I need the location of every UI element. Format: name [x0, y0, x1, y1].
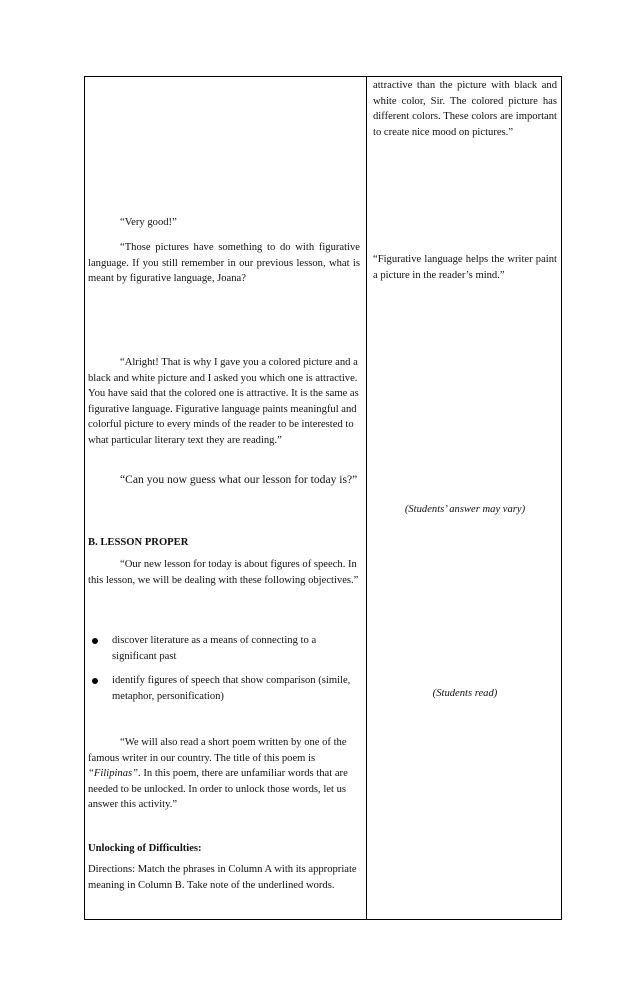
bullet-icon	[92, 678, 98, 684]
poem-title: “Filipinas”	[88, 768, 139, 780]
directions-text: Directions: Match the phrases in Column A with its appropriate meaning in Column B. Take note of the underlined words.	[88, 864, 357, 891]
teacher-poem-intro	[88, 735, 360, 813]
objective-text: discover literature as a means of connecting to a significant past	[112, 635, 317, 662]
teacher-alright-explanation: “Alright! That is why I gave you a colored picture and a black and white picture and I asked you which one is attractive. You have said that the colored one is attractive. It is the same as figurative language. Figurative language paints meaningful and colorful picture to every minds of the reader to be interested to what particular literary text they are reading.”	[88, 357, 359, 446]
teacher-guess-question: “Can you now guess what our lesson for today is?”	[120, 473, 358, 486]
student-response-figurative: “Figurative language helps the writer paint a picture in the reader’s mind.”	[373, 254, 557, 281]
student-response-colors: attractive than the picture with black and white color, Sir. The colored picture has different colors. These colors are important to create nice mood on pictures.”	[373, 80, 557, 138]
lesson-proper-heading: B. LESSON PROPER	[88, 537, 189, 548]
teacher-very-good: “Very good!”	[120, 217, 177, 228]
objective-item	[88, 673, 362, 705]
objective-text: identify figures of speech that show comparison (simile, metaphor, personification)	[112, 675, 351, 702]
unlocking-heading: Unlocking of Difficulties:	[88, 843, 202, 854]
poem-intro-text: “We will also read a short poem written by one of the famous writer in our country. The title of this poem is	[88, 737, 347, 764]
teacher-new-lesson: “Our new lesson for today is about figures of speech. In this lesson, we will be dealing with these following objectives.”	[88, 559, 359, 586]
objective-item	[88, 633, 362, 665]
bullet-icon	[92, 638, 98, 644]
student-response-read: (Students read)	[432, 688, 498, 699]
column-divider	[366, 76, 367, 920]
student-response-vary: (Students’ answer may vary)	[404, 504, 526, 515]
poem-intro-text-end: . In this poem, there are unfamiliar words that are needed to be unlocked. In order to unlock those words, let us answer this activity.”	[88, 768, 348, 811]
teacher-pictures-question: “Those pictures have something to do with figurative language. If you still remember in our previous lesson, what is meant by figurative language, Joana?	[88, 242, 360, 285]
